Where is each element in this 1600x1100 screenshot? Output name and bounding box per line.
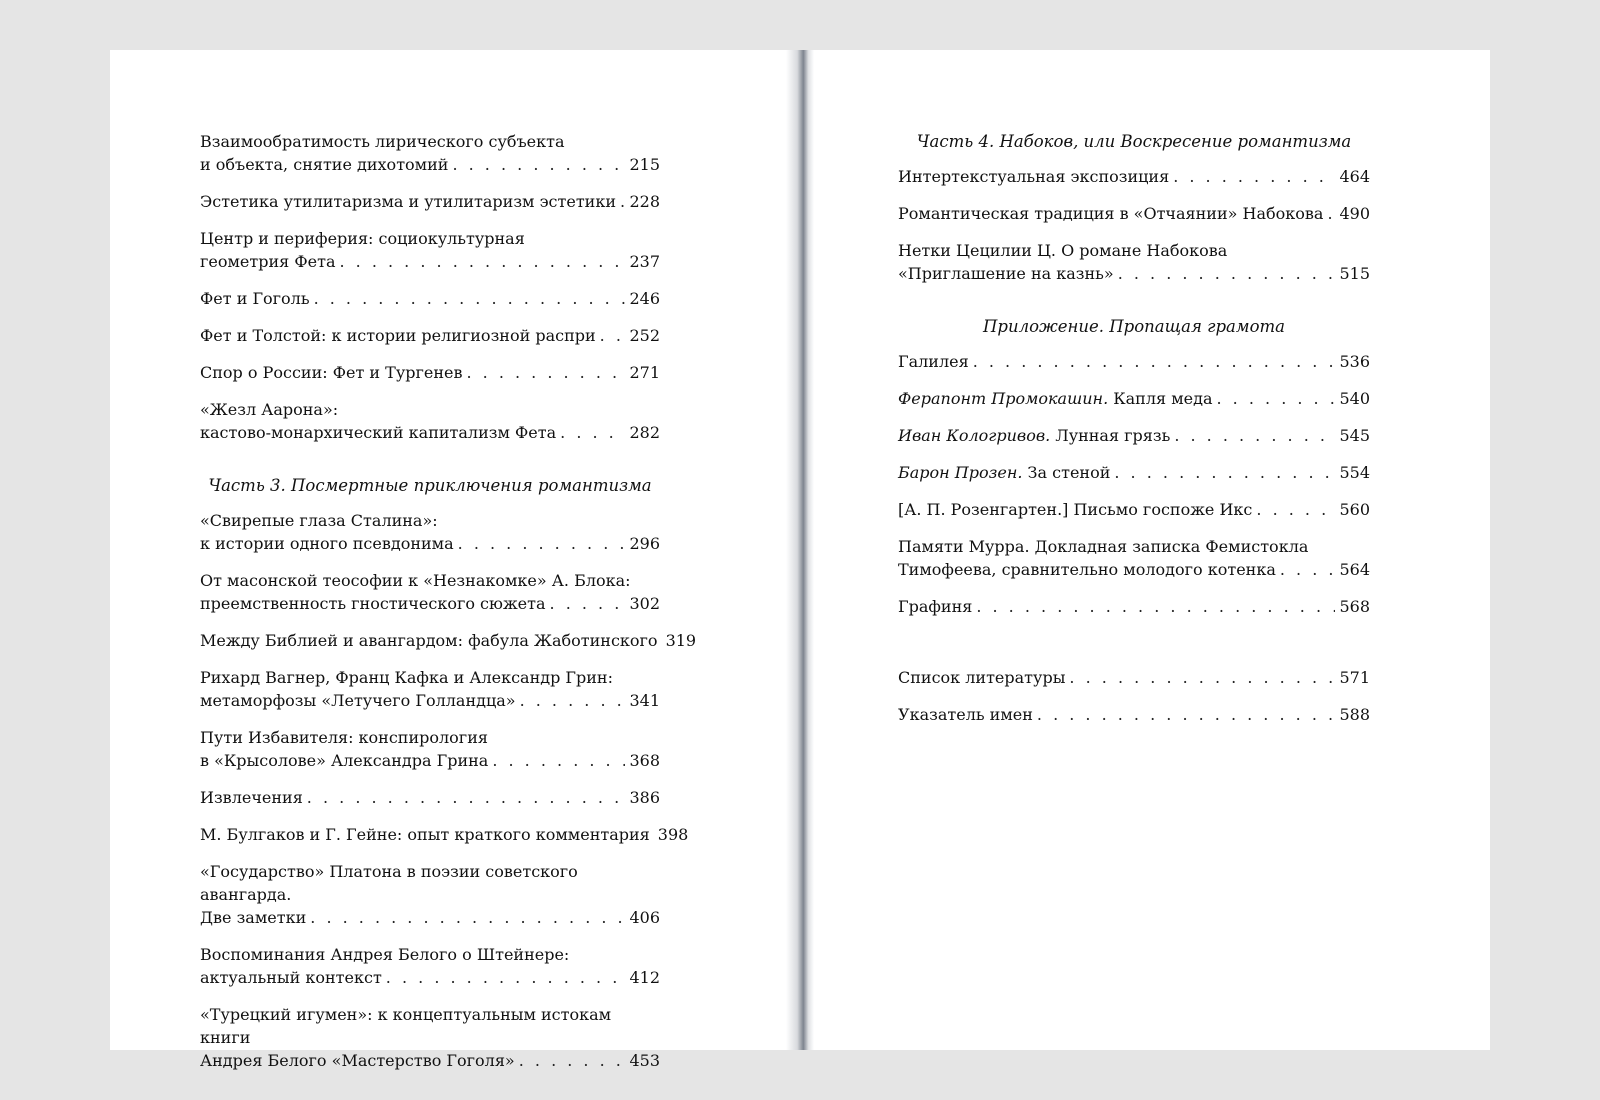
toc-entry-title-line: Рихард Вагнер, Франц Кафка и Александр Грин: (200, 668, 613, 687)
toc-entry-last-line (200, 287, 660, 310)
toc-entry (898, 424, 1370, 447)
toc-entry-last-line (200, 749, 660, 772)
toc-entry (200, 823, 689, 846)
toc-entry-last-line (898, 262, 1370, 285)
toc-entry (200, 786, 660, 809)
toc-page-number: 515 (1339, 264, 1370, 283)
toc-page-number: 237 (629, 252, 660, 271)
toc-entry-last-line (898, 558, 1370, 581)
toc-page-number: 406 (629, 908, 660, 927)
toc-entry (898, 535, 1370, 581)
toc-entry (898, 239, 1370, 285)
toc-entry-last-line (898, 424, 1370, 447)
toc-entry-title (898, 262, 1114, 285)
toc-entry-title (898, 350, 969, 373)
toc-entry (200, 227, 660, 273)
toc-entry-last-line (200, 592, 660, 615)
toc-entry-title-text: Тимофеева, сравнительно молодого котенка (898, 560, 1276, 579)
toc-entry-title (898, 165, 1169, 188)
toc-entry-last-line (200, 966, 660, 989)
toc-entry-title (200, 749, 488, 772)
toc-entry-title-text: Капля меда (1108, 389, 1213, 408)
toc-entry-title (200, 532, 454, 555)
toc-entry-title-text: Лунная грязь (1050, 426, 1171, 445)
toc-page-number: 252 (629, 326, 660, 345)
toc-page-number: 271 (629, 363, 660, 382)
toc-entry (898, 461, 1370, 484)
toc-page-number: 282 (629, 423, 660, 442)
toc-entry-last-line (200, 532, 660, 555)
toc-page-number: 560 (1339, 500, 1370, 519)
toc-page-number: 398 (657, 825, 689, 844)
toc-entry-title-text: Спор о России: Фет и Тургенев (200, 363, 463, 382)
toc-entry-title (898, 595, 972, 618)
toc-entry-title (200, 361, 462, 384)
toc-entry-title-text: в «Крысолове» Александра Грина (200, 751, 489, 770)
toc-entry-title (898, 703, 1033, 726)
toc-page-number: 368 (629, 751, 660, 770)
toc-leader-dots (466, 361, 625, 384)
toc-entry-title (200, 190, 616, 213)
toc-entry-author: Барон Прозен. (898, 463, 1023, 482)
toc-entry-title-text: Указатель имен (898, 705, 1033, 724)
toc-entry (898, 165, 1370, 188)
toc-leader-dots (1037, 703, 1336, 726)
right-page (898, 130, 1370, 740)
toc-entry-title-text: Фет и Гоголь (200, 289, 310, 308)
book-gutter (786, 50, 814, 1050)
toc-entry-title (200, 287, 310, 310)
left-entries-list (200, 130, 660, 444)
toc-entry-last-line (200, 153, 660, 176)
book-spread (110, 50, 1490, 1070)
toc-page-number: 571 (1339, 668, 1370, 687)
toc-entry-author: Иван Кологривов. (898, 426, 1051, 445)
toc-entry-title (200, 966, 382, 989)
toc-entry-title-text: метаморфозы «Летучего Голландца» (200, 691, 516, 710)
toc-page-number: 545 (1339, 426, 1370, 445)
toc-leader-dots (314, 287, 626, 310)
toc-page-number: 341 (629, 691, 660, 710)
toc-entry-title-text: к истории одного псевдонима (200, 534, 454, 553)
toc-entry-author: Ферапонт Промокашин. (898, 389, 1109, 408)
toc-page-number: 302 (629, 594, 660, 613)
toc-entry-last-line (200, 324, 660, 347)
toc-entry-title (200, 324, 596, 347)
toc-entry-title (200, 1049, 515, 1072)
toc-leader-dots (1280, 558, 1336, 581)
toc-entry (200, 943, 660, 989)
toc-entry-title-line: Взаимообратимость лирического субъекта (200, 132, 565, 151)
toc-entry-title-text: Графиня (898, 597, 973, 616)
toc-entry (200, 287, 660, 310)
toc-page-number: 453 (629, 1051, 660, 1070)
toc-leader-dots (1327, 202, 1335, 225)
toc-entry-title-text: М. Булгаков и Г. Гейне: опыт краткого комментария (200, 825, 650, 844)
toc-entry (200, 569, 660, 615)
toc-entry (898, 498, 1370, 521)
toc-entry-title (898, 666, 1065, 689)
toc-entry-title-line: «Государство» Платона в поэзии советского авангарда. (200, 862, 578, 904)
toc-entry-last-line (898, 703, 1370, 726)
toc-entry-title (898, 498, 1252, 521)
toc-page-number: 588 (1339, 705, 1370, 724)
part4-entries-list (898, 165, 1370, 285)
toc-entry-last-line (200, 786, 660, 809)
toc-entry-title (898, 461, 1110, 484)
toc-entry-title-text: Список литературы (898, 668, 1066, 687)
toc-entry-title-line: Центр и периферия: социокультурная (200, 229, 525, 248)
toc-entry-title (898, 387, 1213, 410)
toc-entry-title-text: актуальный контекст (200, 968, 382, 987)
toc-entry (898, 350, 1370, 373)
toc-entry-title (898, 202, 1323, 225)
toc-leader-dots (339, 250, 625, 273)
toc-entry-title-text: Между Библией и авангардом: фабула Жаботинского (200, 631, 658, 650)
toc-entry-title-text: Две заметки (200, 908, 307, 927)
toc-leader-dots (1217, 387, 1336, 410)
part3-entries-list (200, 509, 697, 1072)
toc-entry-title-line: «Турецкий игумен»: к концептуальным истокам книги (200, 1005, 612, 1047)
toc-entry (200, 361, 660, 384)
toc-leader-dots (452, 153, 625, 176)
toc-entry (898, 595, 1370, 618)
section-gap (898, 632, 1370, 666)
toc-leader-dots (973, 350, 1336, 373)
toc-entry-last-line (898, 202, 1370, 225)
toc-entry-last-line (898, 461, 1370, 484)
toc-entry-title-text: Галилея (898, 352, 969, 371)
toc-entry-title (200, 786, 303, 809)
toc-entry (200, 726, 660, 772)
toc-entry-title-text: Интертекстуальная экспозиция (898, 167, 1170, 186)
toc-entry-last-line (898, 387, 1370, 410)
appendix-heading: Приложение. Пропащая грамота (983, 317, 1285, 336)
toc-entry-title (200, 689, 516, 712)
toc-leader-dots (560, 421, 625, 444)
toc-entry-title (200, 592, 546, 615)
toc-page-number: 296 (629, 534, 660, 553)
toc-entry (200, 324, 660, 347)
part3-heading: Часть 3. Посмертные приключения романтизма (208, 476, 652, 495)
toc-entry (200, 666, 660, 712)
toc-page-number: 386 (629, 788, 660, 807)
toc-entry-title (200, 250, 335, 273)
toc-page-number: 568 (1339, 597, 1370, 616)
toc-page-number: 540 (1339, 389, 1370, 408)
toc-entry-title-text: Эстетика утилитаризма и утилитаризм эстетики (200, 192, 616, 211)
toc-entry (898, 202, 1370, 225)
toc-entry-last-line (200, 823, 689, 846)
toc-entry-title (200, 823, 650, 846)
toc-entry-title-text: и объекта, снятие дихотомий (200, 155, 449, 174)
toc-entry-title (898, 424, 1170, 447)
toc-page-number: 464 (1339, 167, 1370, 186)
back-matter-list (898, 666, 1370, 726)
toc-entry-title-line: От масонской теософии к «Незнакомке» А. Блока: (200, 571, 631, 590)
toc-page-number: 228 (629, 192, 660, 211)
toc-leader-dots (976, 595, 1335, 618)
toc-entry-title-line: «Жезл Аарона»: (200, 400, 339, 419)
toc-entry-title (200, 153, 448, 176)
appendix-entries-list (898, 350, 1370, 618)
toc-entry (200, 509, 660, 555)
toc-entry (200, 398, 660, 444)
toc-leader-dots (600, 324, 626, 347)
toc-page-number: 246 (629, 289, 660, 308)
toc-entry (898, 703, 1370, 726)
toc-entry-title (200, 421, 556, 444)
toc-entry-last-line (898, 666, 1370, 689)
toc-entry-last-line (200, 361, 660, 384)
toc-leader-dots (386, 966, 626, 989)
toc-leader-dots (620, 190, 625, 213)
toc-entry-title-line: Воспоминания Андрея Белого о Штейнере: (200, 945, 570, 964)
toc-leader-dots (307, 786, 626, 809)
toc-entry-title-text: кастово-монархический капитализм Фета (200, 423, 557, 442)
toc-entry-last-line (898, 350, 1370, 373)
toc-entry-title-line: Нетки Цецилии Ц. О романе Набокова (898, 241, 1228, 260)
toc-entry (898, 387, 1370, 410)
toc-entry-last-line (200, 629, 697, 652)
toc-entry (200, 860, 660, 929)
toc-entry-title-text: геометрия Фета (200, 252, 336, 271)
toc-page-number: 536 (1339, 352, 1370, 371)
toc-entry-last-line (898, 498, 1370, 521)
toc-entry-title (200, 906, 306, 929)
toc-page-number: 215 (629, 155, 660, 174)
toc-leader-dots (458, 532, 626, 555)
toc-leader-dots (519, 1049, 626, 1072)
toc-entry-title-text: преемственность гностического сюжета (200, 594, 546, 613)
toc-page-number: 319 (665, 631, 697, 650)
toc-page-number: 412 (629, 968, 660, 987)
toc-page-number: 564 (1339, 560, 1370, 579)
toc-entry-title-text: Извлечения (200, 788, 303, 807)
toc-entry-title (200, 629, 658, 652)
toc-leader-dots (550, 592, 626, 615)
left-page (200, 130, 697, 1086)
toc-entry-title-line: Пути Избавителя: конспирология (200, 728, 488, 747)
toc-leader-dots (310, 906, 625, 929)
part4-heading: Часть 4. Набоков, или Воскресение романтизма (916, 132, 1352, 151)
toc-leader-dots (1114, 461, 1335, 484)
toc-entry-title-text: Романтическая традиция в «Отчаянии» Набокова (898, 204, 1324, 223)
toc-entry (200, 190, 660, 213)
toc-entry-title-text: «Приглашение на казнь» (898, 264, 1114, 283)
toc-entry-title-text: Андрея Белого «Мастерство Гоголя» (200, 1051, 515, 1070)
toc-entry-last-line (200, 906, 660, 929)
toc-entry (200, 1003, 660, 1072)
toc-leader-dots (1174, 424, 1335, 447)
toc-entry-title-line: «Свирепые глаза Сталина»: (200, 511, 438, 530)
toc-entry-last-line (898, 595, 1370, 618)
toc-entry-last-line (898, 165, 1370, 188)
toc-entry (200, 629, 697, 652)
toc-leader-dots (520, 689, 626, 712)
toc-leader-dots (492, 749, 625, 772)
toc-entry-last-line (200, 190, 660, 213)
toc-entry-last-line (200, 250, 660, 273)
toc-leader-dots (1173, 165, 1335, 188)
toc-entry-title-text: За стеной (1022, 463, 1111, 482)
toc-entry-title-line: Памяти Мурра. Докладная записка Фемистокла (898, 537, 1309, 556)
toc-leader-dots (1256, 498, 1335, 521)
toc-entry-last-line (200, 1049, 660, 1072)
toc-entry-title-text: [А. П. Розенгартен.] Письмо госпоже Икс (898, 500, 1253, 519)
toc-page-number: 490 (1339, 204, 1370, 223)
toc-page-number: 554 (1339, 463, 1370, 482)
toc-entry-last-line (200, 421, 660, 444)
toc-entry (200, 130, 660, 176)
toc-entry (898, 666, 1370, 689)
toc-entry-last-line (200, 689, 660, 712)
toc-leader-dots (1118, 262, 1336, 285)
toc-entry-title-text: Фет и Толстой: к истории религиозной распри (200, 326, 596, 345)
toc-entry-title (898, 558, 1276, 581)
toc-leader-dots (1069, 666, 1335, 689)
